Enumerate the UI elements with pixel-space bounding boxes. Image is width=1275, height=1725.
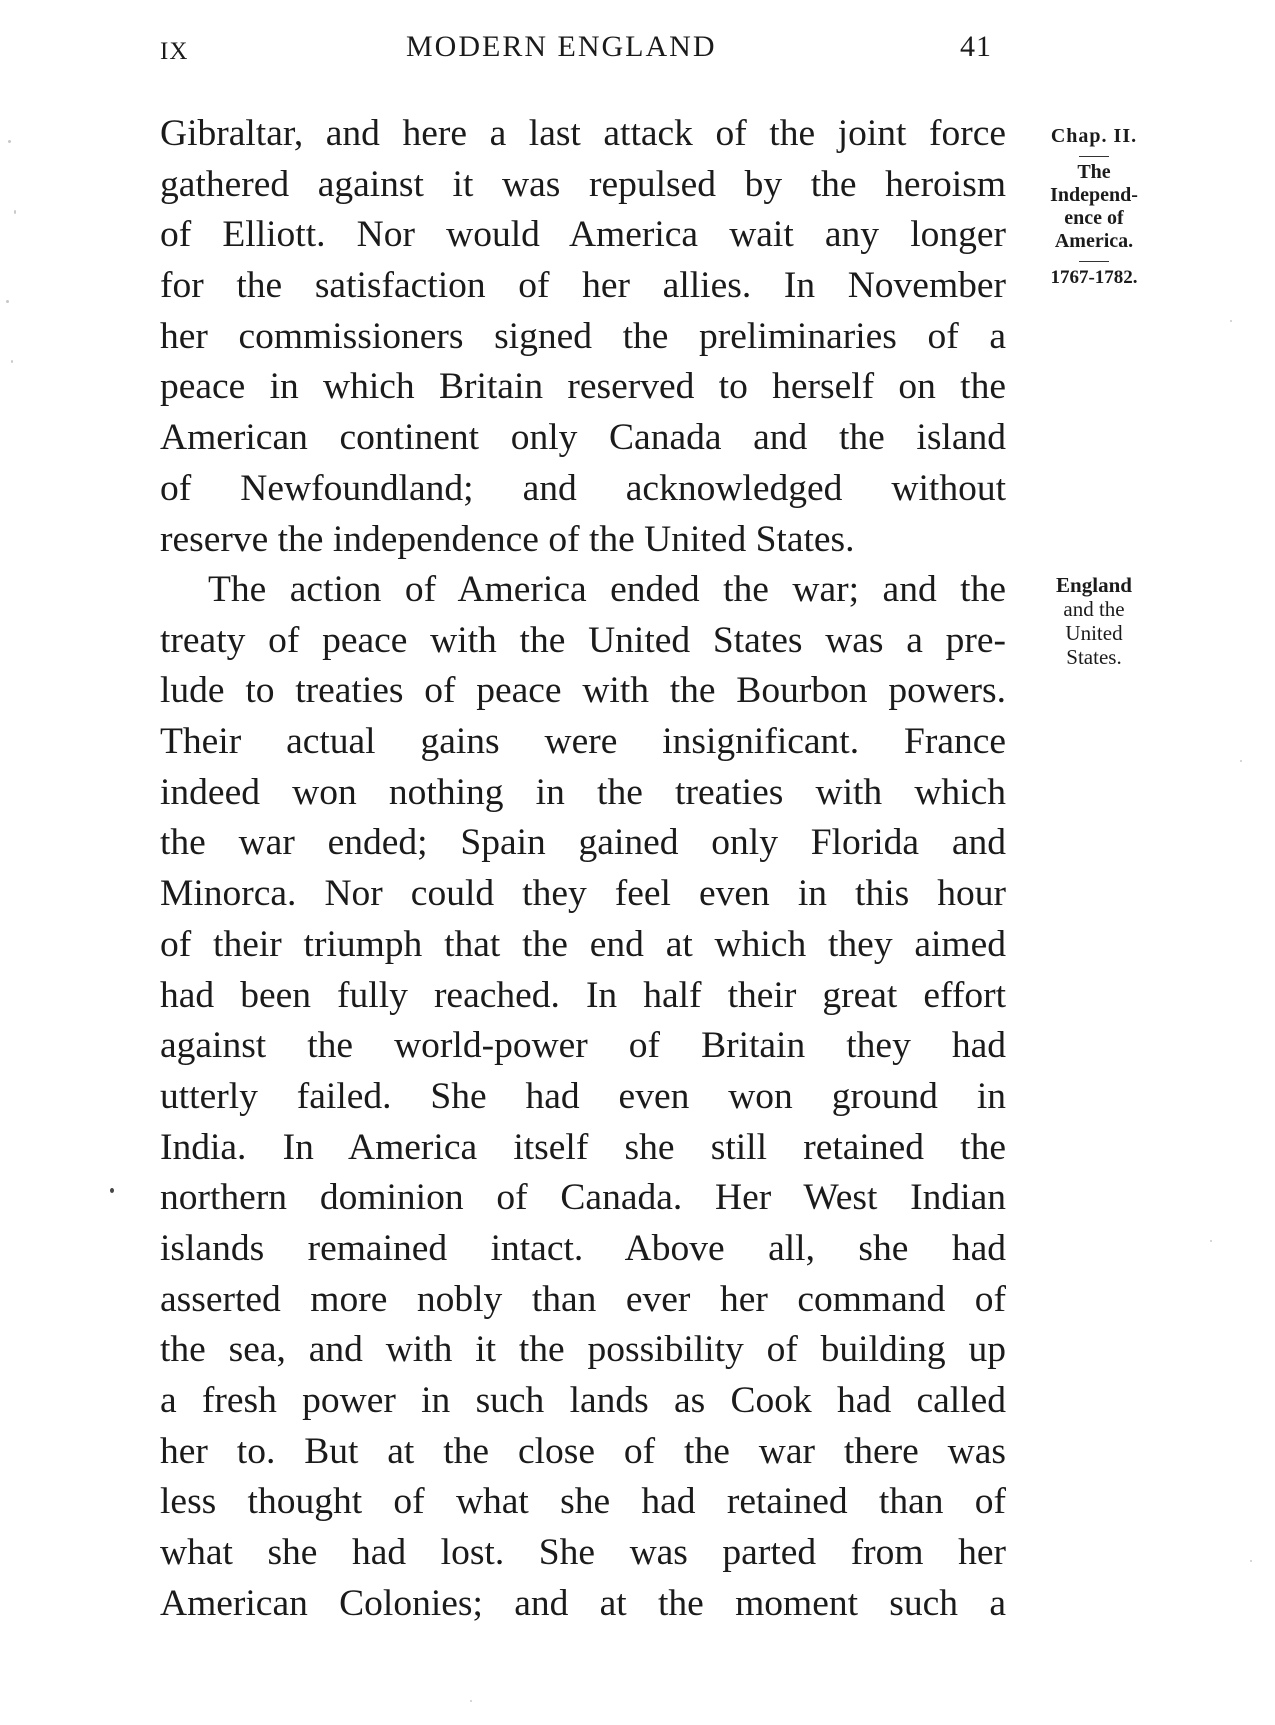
- paragraph-1: [160, 109, 1006, 565]
- scan-speck: [14, 210, 16, 214]
- text-line: her to. But at the close of the war there was: [160, 1430, 1006, 1472]
- scan-speck: [1210, 1240, 1212, 1242]
- text-line: of Newfoundland; and acknowledged without: [160, 467, 1006, 509]
- margin-note-line: United: [1065, 621, 1123, 645]
- running-head: [160, 30, 1000, 70]
- text-line: Gibraltar, and here a last attack of the joint force: [160, 113, 1006, 154]
- text-line: India. In America itself she still retained the: [160, 1126, 1006, 1168]
- running-head-title: MODERN ENGLAND: [406, 30, 717, 63]
- text-line: what she had lost. She was parted from her: [160, 1532, 1006, 1574]
- margin-note-line: ence of: [1064, 207, 1124, 229]
- text-line: her commissioners signed the preliminaries of a: [160, 315, 1006, 357]
- scan-speck: [1250, 1560, 1252, 1562]
- text-line: asserted more nobly than ever her command of: [160, 1278, 1006, 1320]
- text-line: indeed won nothing in the treaties with which: [160, 771, 1006, 813]
- text-line: American continent only Canada and the island: [160, 417, 1006, 459]
- scan-speck: [6, 300, 9, 303]
- scan-speck: [470, 1700, 472, 1702]
- margin-note-line: Independ-: [1050, 184, 1138, 206]
- margin-note-independence: [1024, 124, 1164, 290]
- text-line: against the world-power of Britain they had: [160, 1025, 1006, 1067]
- text-line: treaty of peace with the United States was a pre-: [160, 619, 1006, 661]
- margin-note-line: The: [1077, 161, 1111, 183]
- running-head-chapter: IX: [160, 38, 189, 65]
- text-line: lude to treaties of peace with the Bourbon powers.: [160, 670, 1006, 712]
- text-line: of their triumph that the end at which they aimed: [160, 923, 1006, 965]
- scan-speck: [8, 140, 11, 143]
- text-line: had been fully reached. In half their great effort: [160, 974, 1006, 1016]
- scan-speck: [11, 360, 13, 363]
- text-line: reserve the independence of the United States.: [160, 518, 855, 560]
- text-line: for the satisfaction of her allies. In November: [160, 265, 1006, 307]
- margin-note-line: States.: [1066, 645, 1122, 669]
- text-line: less thought of what she had retained than of: [160, 1481, 1006, 1523]
- scan-speck: [1230, 320, 1232, 322]
- text-line: northern dominion of Canada. Her West Indian: [160, 1177, 1006, 1219]
- text-line: The action of America ended the war; and the: [208, 569, 1006, 610]
- text-line: a fresh power in such lands as Cook had called: [160, 1380, 1006, 1421]
- text-line: Their actual gains were insignificant. France: [160, 721, 1006, 763]
- scan-speck: [1240, 760, 1242, 762]
- margin-note-england-united-states: [1024, 573, 1164, 669]
- margin-note-rule: [1079, 156, 1109, 157]
- text-line: gathered against it was repulsed by the heroism: [160, 163, 1006, 205]
- paragraph-2: [160, 565, 1006, 1629]
- margin-note-chapter: Chap. II.: [1050, 125, 1138, 147]
- text-line: the war ended; Spain gained only Florida and: [160, 822, 1006, 864]
- margin-note-line: and the: [1063, 597, 1125, 621]
- text-line: islands remained intact. Above all, she had: [160, 1227, 1006, 1269]
- text-line: Minorca. Nor could they feel even in this hour: [160, 873, 1006, 915]
- margin-note-line: America.: [1054, 230, 1134, 252]
- text-line: utterly failed. She had even won ground in: [160, 1075, 1006, 1117]
- margin-note-rule: [1079, 261, 1109, 262]
- page-number: 41: [960, 30, 992, 63]
- margin-note-line: England: [1056, 573, 1132, 597]
- text-line: American Colonies; and at the moment such a: [160, 1582, 1006, 1624]
- text-line: peace in which Britain reserved to herself on the: [160, 366, 1006, 408]
- text-line: of Elliott. Nor would America wait any longer: [160, 214, 1006, 256]
- scan-speck: [110, 1188, 114, 1193]
- text-line: the sea, and with it the possibility of building up: [160, 1329, 1006, 1371]
- margin-note-years: 1767-1782.: [1050, 267, 1138, 288]
